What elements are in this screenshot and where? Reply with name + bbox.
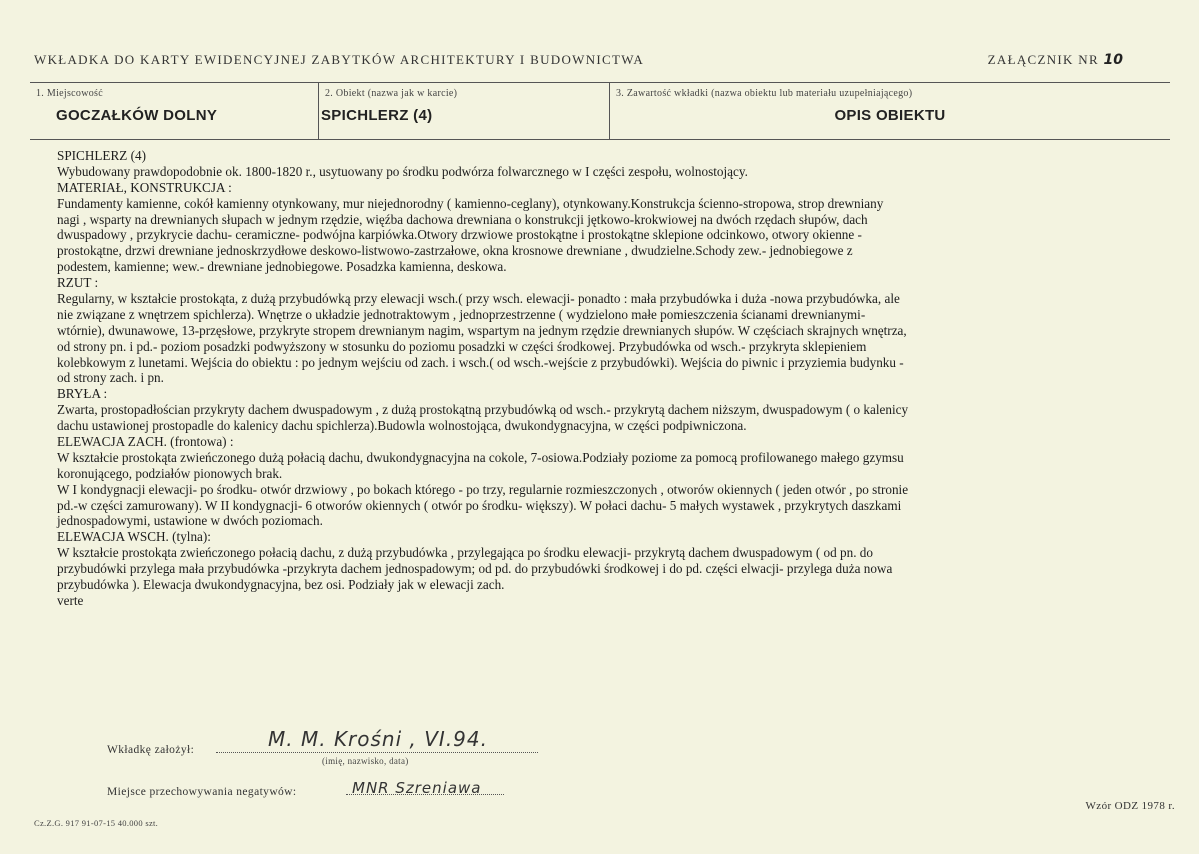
annex-label <box>988 52 1123 68</box>
body-line: Regularny, w kształcie prostokąta, z dużą przybudówką przy elewacji wsch.( przy wsch. elewacji- ponadto : mała przybudówka i duża -nowa przybudówka, ale <box>57 291 900 307</box>
body-line: W kształcie prostokąta zwieńczonego dużą połacią dachu, dwukondygnacyjna na cokole, 7-osiowa.Podziały poziome za pomocą profilowanego małego gzymsu <box>57 449 904 465</box>
description-body <box>57 148 1137 609</box>
body-line: wtórnie), dwunawowe, 13-przęsłowe, przykryte stropem drewnianym nagim, wspartym na jednym rzędzie drewnianych słupów. W częściach skrajnych wnętrza, <box>57 322 907 338</box>
locality-label: 1. Miejscowość <box>36 88 103 99</box>
locality-value: GOCZAŁKÓW DOLNY <box>56 107 218 124</box>
body-line: przybudówki przylega mała przybudówka -przykryta dachem jednospadowym; od pd. do przybudówki środkowej i do pd. części elwacji- przylega duża nowa <box>57 561 893 577</box>
locality-field <box>30 83 319 139</box>
body-line: MATERIAŁ, KONSTRUKCJA : <box>57 179 232 195</box>
negatives-location-handwriting: MNR Szreniawa <box>352 779 482 797</box>
object-label: 2. Obiekt (nazwa jak w karcie) <box>325 88 458 99</box>
document-title: WKŁADKA DO KARTY EWIDENCYJNEJ ZABYTKÓW ARCHITEKTURY I BUDOWNICTWA <box>34 52 645 67</box>
body-line: ELEWACJA ZACH. (frontowa) : <box>57 434 234 450</box>
negatives-location-label: Miejsce przechowywania negatywów: <box>107 786 297 798</box>
body-line: nie związane z wnętrzem spichlerza). Wnętrze o układzie jednotraktowym , jednoprzestrzenne ( wydzielono małe pomieszczenia ścianami drewnianymi- <box>57 306 866 322</box>
body-line: jednospadowymi, ustawione w dwóch poziomach. <box>57 513 323 529</box>
object-value: SPICHLERZ (4) <box>321 107 433 124</box>
annex-label-text: ZAŁĄCZNIK NR <box>987 52 1099 67</box>
body-line: Zwarta, prostopadłościan przykryty dachem dwuspadowym , z dużą prostokątną przybudówką od wsch.- przykrytą dachem niższym, dwuspadowym ( o kalenicy <box>57 402 909 418</box>
body-line: verte <box>57 592 84 608</box>
content-field <box>610 83 1170 139</box>
body-line: BRYŁA : <box>57 386 108 402</box>
body-line: SPICHLERZ (4) <box>57 148 147 163</box>
body-line: Fundamenty kamienne, cokół kamienny otynkowany, mur niejednorodny ( kamienno-ceglany), otynkowany.Konstrukcja ścienno-stropowa, strop drewniany <box>57 195 884 211</box>
body-line: ELEWACJA WSCH. (tylna): <box>57 529 211 545</box>
insert-author-label: Wkładkę założył: <box>107 744 195 756</box>
header-fields <box>30 82 1170 140</box>
body-line: dachu ustawionej prostopadle do kalenicy dachu spichlerza).Budowla wolnostojąca, dwukondygnacyjna, w części podpiwniczona. <box>57 418 747 434</box>
body-line: Wybudowany prawdopodobnie ok. 1800-1820 r., usytuowany po środku podwórza folwarcznego w I części zespołu, wolnostojący. <box>57 163 748 179</box>
body-line: W kształcie prostokąta zwieńczonego połacią dachu, z dużą przybudówka , przylegająca po środku elewacji- przykrytą dachem dwuspadowym ( od pn. do <box>57 545 873 561</box>
body-line: przybudówka ). Elewacja dwukondygnacyjna, bez osi. Podziały jak w elewacji zach. <box>57 577 505 593</box>
insert-author-handwriting: M. M. Krośni , VI.94. <box>268 727 488 751</box>
content-value: OPIS OBIEKTU <box>834 107 946 124</box>
body-line: RZUT : <box>57 275 99 291</box>
body-line: od strony pn. i pd.- poziom posadzki podwyższony w stosunku do poziomu posadzki w części środkowej. Przybudówka od wsch.- przykryta sklepieniem <box>57 338 867 354</box>
insert-author-hint: (imię, nazwisko, data) <box>322 756 409 766</box>
body-line: od strony zach. i pn. <box>57 370 164 386</box>
body-line: dwuspadowy , przykrycie dachu- ceramiczne- podwójna karpiówka.Otwory drzwiowe prostokątne i prostokątne sklepione odcinkowo, otwory okienne - <box>57 227 862 243</box>
print-info: Cz.Z.G. 917 91-07-15 40.000 szt. <box>34 818 159 828</box>
body-line: W I kondygnacji elewacji- po środku- otwór drzwiowy , po bokach którego - po trzy, regularnie rozmieszczonych , otworów okiennych ( jeden otwór , po stronie <box>57 481 909 497</box>
insert-author-line <box>216 752 538 753</box>
form-model: Wzór ODZ 1978 r. <box>1085 800 1175 812</box>
body-line: koronującego, podziałów pionowych brak. <box>57 465 283 481</box>
body-line: pd.-w części zamurowany). W II kondygnacji- 6 otworów okiennych ( otwór po środku- większy). W połaci dachu- 5 małych wystawek , przykrytych daszkami <box>57 497 902 513</box>
annex-number: 10 <box>1103 52 1123 68</box>
content-label: 3. Zawartość wkładki (nazwa obiektu lub materiału uzupełniającego) <box>616 88 913 99</box>
body-line: kolebkowym z lunetami. Wejścia do obiektu : po jednym wejściu od zach. i wsch.( od wsch.-wejście z przybudówki). Wejścia do piwnic i przyziemia budynku - <box>57 354 904 370</box>
body-line: podestem, kamienne; wew.- drewniane jednobiegowe. Posadzka kamienna, deskowa. <box>57 259 507 275</box>
body-line: prostokątne, drzwi drewniane jednoskrzydłowe deskowo-listwowo-zastrzałowe, okna krosnowe drewniane , dwudzielne.Schody zew.- jednobiegowe z <box>57 243 853 259</box>
body-line: nagi , wsparty na drewnianych słupach w jednym rzędzie, więźba dachowa drewniana o konstrukcji jętkowo-krokwiowej na dwóch rzędach słupów, dach <box>57 211 868 227</box>
object-field <box>319 83 610 139</box>
